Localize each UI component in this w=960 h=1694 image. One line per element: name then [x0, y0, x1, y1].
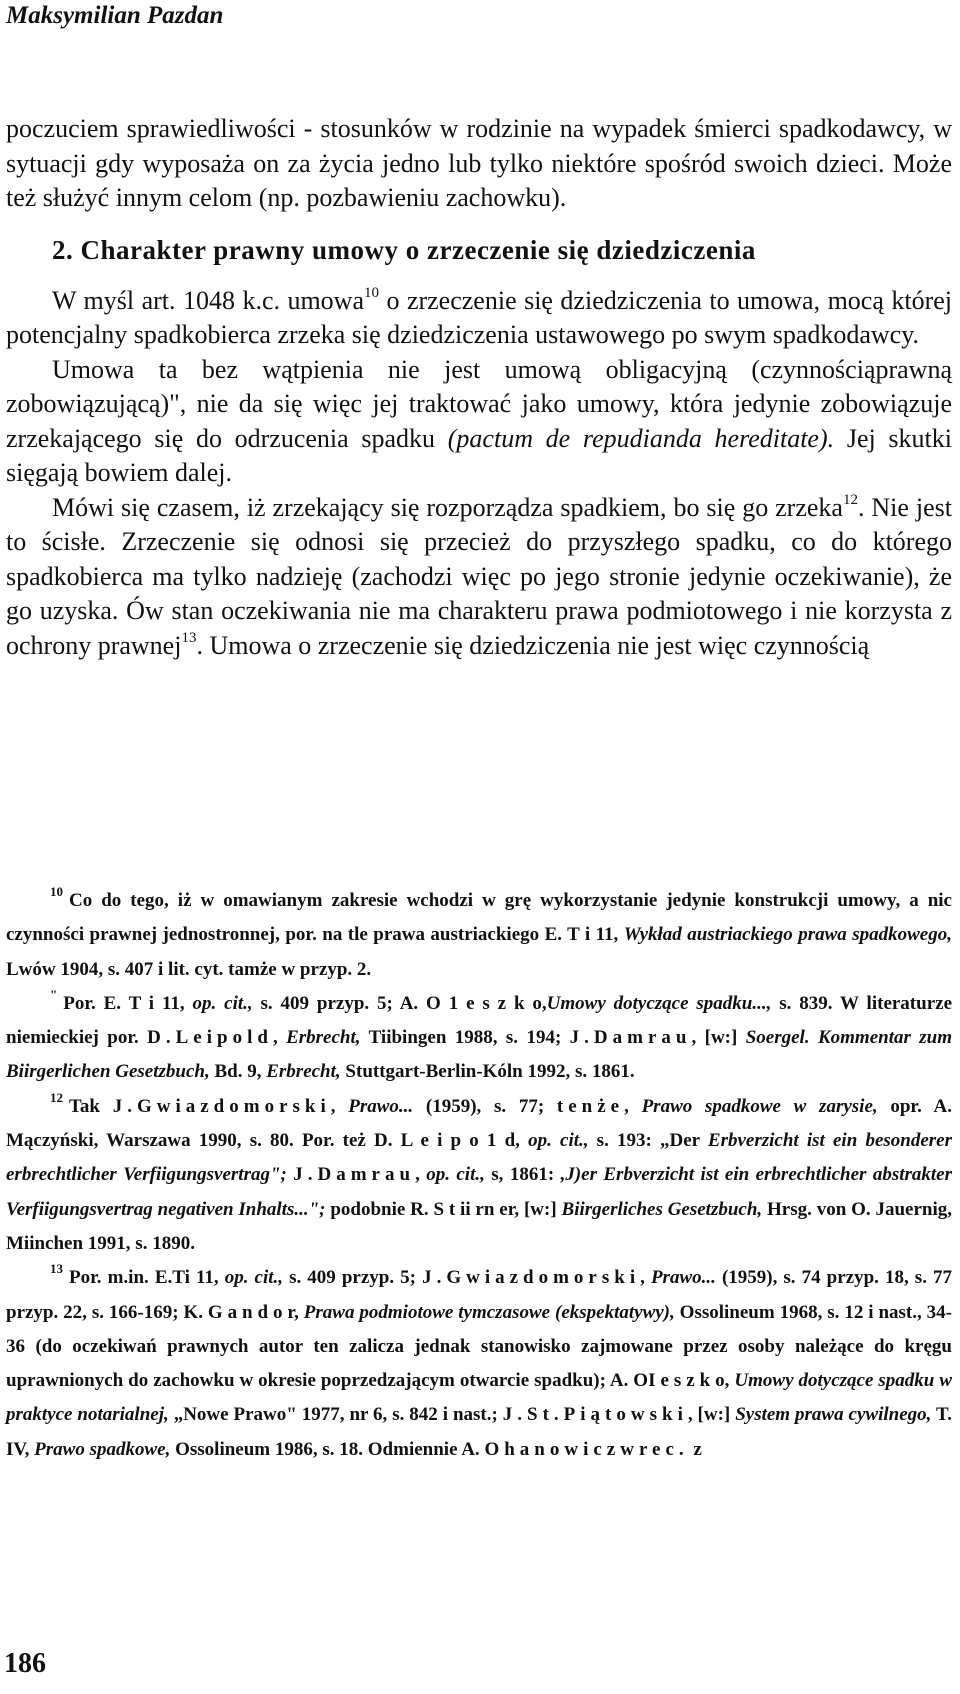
footnote-title: Prawo...: [650, 1267, 716, 1289]
footnote-title: Prawo spadkowe w zarysie,: [641, 1095, 878, 1117]
paragraph-3-latin: (pactum de repudianda hereditate).: [447, 423, 835, 453]
footnote-number: 10: [50, 884, 63, 899]
footnote-text: opr. A. Mączyński, Warszawa 1990, s. 80. Por. też D. L e i p o 1 d,: [6, 1095, 952, 1152]
footnote-number: 12: [50, 1089, 63, 1105]
footnote-text: ,: [272, 1027, 287, 1049]
footnote-text: ,: [640, 1267, 651, 1289]
paragraph-2-text-b: o zrzeczenie się dziedziczenia to umowa, mocą której potencjalny spadkobierca zrzeka się dziedziczenia ustawowego po swym spadkodawcy.: [6, 285, 952, 349]
footnote-text: Ossolineum 1986, s. 18. Odmiennie A.: [170, 1438, 485, 1460]
footnote-title: op. cit.,: [528, 1130, 589, 1152]
footnote-text: s. 193: „Der: [588, 1130, 708, 1152]
footnote-text: s, 1861:: [484, 1164, 561, 1186]
footnote-text: podobnie R. S t ii rn er, [w:]: [325, 1198, 562, 1220]
footnote-text: ,: [330, 1095, 349, 1117]
footnote-11: [6, 987, 952, 1090]
paragraph-4-text-a: Mówi się czasem, iż zrzekający się rozporządza spadkiem, bo się go zrzeka: [52, 492, 843, 522]
footnote-text: „Nowe Prawo" 1977, nr 6, s. 842 i nast.;: [168, 1404, 503, 1426]
footnote-title: Umowy dotyczące spadku w praktyce notarialnej,: [6, 1370, 952, 1426]
footnote-title: Prawa podmiotowe tymczasowe (ekspektatywy),: [303, 1301, 675, 1323]
footnote-text: Co do tego, iż w omawianym zakresie wchodzi w grę wykorzystanie jedynie konstrukcji umowy, a nic czynności prawnej jednostronnej, por. na tle prawa austriackiego E. T i 11,: [6, 890, 952, 946]
footnote-ref-12: 12: [842, 491, 858, 508]
footnote-title: Erbverzicht ist ein besonderer erbrechtlicher Verfiigungsvertrag";: [6, 1130, 952, 1186]
footnote-title: op. cit.,: [192, 992, 253, 1014]
footnote-text: Tiibingen 1988, s. 194;: [360, 1027, 570, 1049]
footnote-text: z: [688, 1438, 702, 1460]
paragraph-4: [6, 491, 952, 664]
footnote-title: Umowy dotyczące spadku...,: [546, 992, 772, 1014]
footnote-title: System prawa cywilnego,: [735, 1404, 932, 1426]
footnote-title: Prawo spadkowe,: [34, 1438, 171, 1460]
footnote-text: , [w:]: [687, 1404, 736, 1426]
footnote-title: Erbrecht,: [286, 1027, 361, 1049]
footnote-title: Prawo...: [348, 1095, 414, 1117]
footnote-text: Lwów 1904, s. 407 i lit. cyt. tamże w przyp. 2.: [6, 958, 372, 980]
footnote-author: tenże: [556, 1095, 625, 1117]
footnote-text: Por. E. T i 11,: [63, 992, 193, 1014]
footnote-title: ,J)er Erbverzicht ist ein erbrechtlicher abstrakter Verfiigungsvertrag negativen Inhalts...";: [6, 1164, 952, 1220]
footnote-text: Hrsg. von O. Jauernig, Miinchen 1991, s. 1890.: [6, 1198, 953, 1254]
footnote-10: [6, 884, 952, 987]
paragraph-3-text-b: Jej skutki sięgają bowiem dalej.: [6, 423, 952, 487]
footnote-author: J.Damrau: [293, 1164, 416, 1186]
footnote-text: Stuttgart-Berlin-Kóln 1992, s. 1861.: [340, 1061, 635, 1083]
footnote-13: [6, 1261, 952, 1467]
paragraph-4-text-c: . Umowa o zrzeczenie się dziedziczenia nie jest więc czynnością: [196, 630, 870, 660]
footnote-text: s. 409 przyp. 5; A. O 1 e s z k o,: [252, 992, 547, 1014]
paragraph-3: [6, 353, 952, 491]
footnote-text: T. IV,: [6, 1404, 952, 1460]
footnote-author: J.Gwiazdomorski: [422, 1267, 641, 1289]
footnote-title: Erbrecht,: [266, 1061, 341, 1083]
footnote-title: Biirgerliches Gesetzbuch,: [561, 1198, 763, 1220]
footnote-text: Bd. 9,: [209, 1061, 267, 1083]
footnote-text: Ossolineum 1968, s. 12 i nast., 34-36 (do oczekiwań prawnych autor ten zalicza jednak stanowisko zajmowane przez osoby należące do kręgu uprawnionych do zachowku w okresie poprzedzającym otwarcie spadku); A. OI e s z k o,: [6, 1301, 952, 1392]
footnote-text: , [w:]: [691, 1027, 746, 1049]
footnote-author: D.Leipold: [147, 1027, 273, 1049]
footnote-text: s. 409 przyp. 5;: [283, 1267, 423, 1289]
paragraph-3-text-a: Umowa ta bez wątpienia nie jest umową obligacyjną (czynnościąprawną zobowiązującą)", nie da się więc jej traktować jako umowy, która jedynie zobowiązuje zrzekającego się do odrzucenia spadku: [6, 354, 952, 453]
footnote-text: ,: [624, 1095, 642, 1117]
footnote-text: Tak: [69, 1095, 113, 1117]
footnotes: [6, 884, 952, 1467]
footnote-12: [6, 1090, 952, 1261]
footnote-ref-10: 10: [364, 284, 379, 301]
footnote-author: J.St.Piątowski: [502, 1404, 688, 1426]
footnote-ref-13: 13: [181, 629, 197, 646]
footnote-title: op. cit.,: [426, 1164, 485, 1186]
running-head: Maksymilian Pazdan: [6, 2, 224, 29]
paragraph-4-text-b: . Nie jest to ścisłe. Zrzeczenie się odnosi się przecież do przyszłego spadku, co do którego spadkobierca ma tylko nadzieję (zachodzi więc po jego stronie jedynie oczekiwanie), że go uzyska. Ów stan oczekiwania nie ma charakteru prawa podmiotowego i nie korzysta z ochrony prawnej: [6, 492, 952, 660]
section-heading: 2. Charakter prawny umowy o zrzeczenie się dziedziczenia: [52, 234, 756, 265]
main-text: [6, 112, 952, 663]
page-number: 186: [4, 1648, 46, 1679]
footnote-text: (1959), s. 74 przyp. 18, s. 77 przyp. 22, s. 166-169; K. G a n d o r,: [6, 1267, 953, 1323]
footnote-text: Por. m.in. E.Ti 11,: [69, 1267, 225, 1289]
footnote-text: s. 839. W literaturze niemieckiej por.: [6, 992, 953, 1049]
footnote-author: Ohanowiczwrec.: [484, 1438, 689, 1460]
footnote-title: op. cit.,: [224, 1267, 284, 1289]
footnote-text: ,: [415, 1164, 427, 1186]
paragraph-1: poczuciem sprawiedliwości - stosunków w rodzinie na wypadek śmierci spadkodawcy, w sytuacji gdy wyposaża on za życia jedno lub tylko niektóre spośród swoich dzieci. Może też służyć innym celom (np. pozbawieniu zachowku).: [6, 114, 952, 212]
footnote-number: 13: [50, 1261, 63, 1277]
footnote-text: (1959), s. 77;: [413, 1095, 557, 1117]
footnote-title: Soergel. Kommentar zum Biirgerlichen Gesetzbuch,: [6, 1027, 953, 1083]
paragraph-2-text-a: W myśl art. 1048 k.c. umowa: [52, 285, 364, 315]
paragraph-2: [6, 284, 952, 353]
footnote-author: J.Gwiazdomorski: [112, 1095, 331, 1117]
footnote-author: J.Damrau: [569, 1027, 692, 1049]
footnote-number: ": [50, 986, 58, 1002]
footnote-title: Wykład austriackiego prawa spadkowego,: [623, 924, 952, 946]
